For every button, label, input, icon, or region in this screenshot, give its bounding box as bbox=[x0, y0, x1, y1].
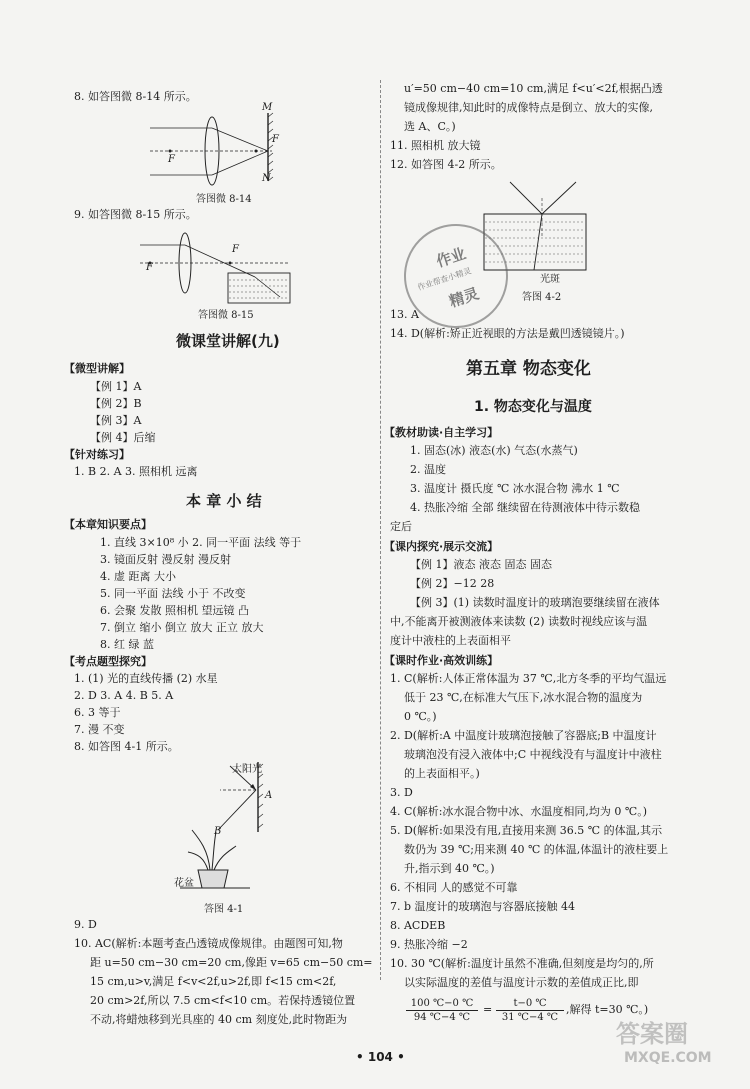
figure-caption-8-15: 答图微 8-15 bbox=[198, 310, 254, 321]
answer-8: 8. 如答图微 8-14 所示。 bbox=[74, 90, 197, 103]
question-5-line2: 数仍为 39 ℃;用来测 40 ℃ 的体温,体温计的液柱要上 bbox=[404, 843, 669, 856]
question-1-line3: 0 ℃。) bbox=[404, 710, 437, 723]
label-F-right: F bbox=[272, 134, 279, 145]
example-1: 【例 1】A bbox=[90, 380, 142, 393]
kenei-example-2: 【例 2】−12 28 bbox=[410, 577, 495, 590]
kenei-example-3-line2: 中,不能离开被测液体来读数 (2) 读数时视线应该与温 bbox=[390, 615, 648, 628]
jiaocai-4-line2: 定后 bbox=[390, 520, 412, 533]
jiaocai-1: 1. 固态(冰) 液态(水) 气态(水蒸气) bbox=[410, 444, 578, 457]
jiaocai-4-line1: 4. 热胀冷缩 全部 继续留在待测液体中待示数稳 bbox=[410, 501, 640, 514]
section-title-weiketang: 微课堂讲解(九) bbox=[176, 332, 280, 350]
problem-2-5: 2. D 3. A 4. B 5. A bbox=[74, 689, 174, 702]
answer-14: 14. D(解析:矫正近视眼的方法是戴凹透镜镜片。) bbox=[390, 327, 625, 340]
knowledge-8: 8. 红 绿 蓝 bbox=[100, 638, 154, 651]
knowledge-7: 7. 倒立 缩小 倒立 放大 正立 放大 bbox=[100, 621, 264, 634]
jiaocai-3: 3. 温度计 摄氏度 ℃ 冰水混合物 沸水 1 ℃ bbox=[410, 482, 620, 495]
cont-line1: u′=50 cm−40 cm=10 cm,满足 f<u′<2f,根据凸透 bbox=[404, 82, 663, 95]
label-B: B bbox=[214, 826, 222, 837]
question-7: 7. b 温度计的玻璃泡与容器底接触 44 bbox=[390, 900, 576, 913]
question-1-line1: 1. C(解析:人体正常体温为 37 ℃,北方冬季的平均气温远 bbox=[390, 672, 667, 685]
example-3: 【例 3】A bbox=[90, 414, 142, 427]
label-light-spot: 光斑 bbox=[540, 274, 560, 285]
fraction-1-denominator: 94 ℃−4 ℃ bbox=[413, 1012, 471, 1023]
zhendui-answers: 1. B 2. A 3. 照相机 远离 bbox=[74, 465, 198, 478]
question-2-line1: 2. D(解析:A 中温度计玻璃泡接触了容器底;B 中温度计 bbox=[390, 729, 657, 742]
label-sunlight: 太阳光 bbox=[232, 764, 262, 775]
kenei-example-1: 【例 1】液态 液态 固态 固态 bbox=[410, 558, 552, 571]
problem-10-line2: 距 u=50 cm−30 cm=20 cm,像距 v=65 cm−50 cm= bbox=[90, 956, 373, 969]
answer-9: 9. 如答图微 8-15 所示。 bbox=[74, 208, 197, 221]
watermark-url: MXQE.COM bbox=[624, 1050, 712, 1066]
answer-11: 11. 照相机 放大镜 bbox=[390, 139, 481, 152]
column-divider bbox=[380, 80, 381, 980]
heading-zhendui: 【针对练习】 bbox=[64, 448, 130, 461]
problem-1: 1. (1) 光的直线传播 (2) 水星 bbox=[74, 672, 218, 685]
question-5-line3: 升,指示到 40 ℃。) bbox=[404, 862, 495, 875]
label-N: N bbox=[262, 173, 271, 184]
stamp-text-2: 精灵 bbox=[447, 284, 482, 311]
label-F-left-2: F bbox=[146, 262, 153, 273]
fraction-2-numerator: t−0 ℃ bbox=[496, 997, 564, 1011]
question-2-line3: 的上表面相平。) bbox=[404, 767, 480, 780]
problem-10-line1: 10. AC(解析:本题考查凸透镜成像规律。由题图可知,物 bbox=[74, 937, 343, 950]
question-5-line1: 5. D(解析:如果没有甩,直接用来测 36.5 ℃ 的体温,其示 bbox=[390, 824, 663, 837]
section-title-1: 1. 物态变化与温度 bbox=[474, 399, 592, 415]
label-F-left: F bbox=[168, 154, 175, 165]
answer-12: 12. 如答图 4-2 所示。 bbox=[390, 158, 502, 171]
heading-jiaocai: 【教材助读·自主学习】 bbox=[384, 426, 499, 439]
knowledge-6: 6. 会聚 发散 照相机 望远镜 凸 bbox=[100, 604, 249, 617]
knowledge-3: 3. 镜面反射 漫反射 漫反射 bbox=[100, 553, 231, 566]
heading-kenei: 【课内探究·展示交流】 bbox=[384, 540, 499, 553]
example-4: 【例 4】后缩 bbox=[90, 431, 156, 444]
problem-10-line3: 15 cm,u>v,满足 f<v<2f,u>2f,即 f<15 cm<2f, bbox=[90, 975, 337, 988]
problem-6: 6. 3 等于 bbox=[74, 706, 121, 719]
figure-caption-4-1: 答图 4-1 bbox=[204, 904, 244, 915]
question-10-result: ,解得 t=30 ℃。) bbox=[566, 1003, 649, 1016]
equals-sign: = bbox=[483, 1003, 493, 1016]
figure-caption-4-2: 答图 4-2 bbox=[522, 292, 562, 303]
stamp-text-1: 作业 bbox=[434, 244, 469, 271]
question-1-line2: 低于 23 ℃,在标准大气压下,冰水混合物的温度为 bbox=[404, 691, 643, 704]
problem-7: 7. 漫 不变 bbox=[74, 723, 125, 736]
label-A: A bbox=[265, 790, 273, 801]
chapter-title: 第五章 物态变化 bbox=[466, 359, 591, 379]
heading-keshi: 【课时作业·高效训练】 bbox=[384, 654, 499, 667]
watermark-logo: 答案圈 bbox=[616, 1020, 688, 1048]
label-M: M bbox=[262, 102, 273, 113]
question-10-line1: 10. 30 ℃(解析:温度计虽然不准确,但刻度是均匀的,所 bbox=[390, 957, 654, 970]
label-F-right-2: F bbox=[232, 244, 239, 255]
answer-13: 13. A bbox=[390, 308, 419, 321]
problem-10-line4: 20 cm>2f,所以 7.5 cm<f<10 cm。若保持透镜位置 bbox=[90, 994, 356, 1007]
question-4: 4. C(解析:冰水混合物中冰、水温度相同,均为 0 ℃。) bbox=[390, 805, 647, 818]
kenei-example-3-line1: 【例 3】(1) 读数时温度计的玻璃泡要继续留在液体 bbox=[410, 596, 660, 609]
heading-kaodian: 【考点题型探究】 bbox=[64, 655, 152, 668]
fraction-1-numerator: 100 ℃−0 ℃ bbox=[406, 997, 478, 1011]
question-10-line2: 以实际温度的差值与温度计示数的差值成正比,即 bbox=[404, 976, 639, 989]
knowledge-4: 4. 虚 距离 大小 bbox=[100, 570, 176, 583]
problem-9: 9. D bbox=[74, 918, 97, 931]
page-number: • 104 • bbox=[356, 1050, 405, 1064]
cont-line2: 镜成像规律,知此时的成像特点是倒立、放大的实像, bbox=[404, 101, 653, 114]
question-8: 8. ACDEB bbox=[390, 919, 446, 932]
fraction-2 bbox=[496, 997, 564, 1024]
question-6: 6. 不相同 人的感觉不可靠 bbox=[390, 881, 518, 894]
question-3: 3. D bbox=[390, 786, 413, 799]
example-2: 【例 2】B bbox=[90, 397, 142, 410]
question-2-line2: 玻璃泡没有浸入液体中;C 中视线没有与温度计中液柱 bbox=[404, 748, 662, 761]
cont-line3: 选 A、C。) bbox=[404, 120, 456, 133]
fraction-2-denominator: 31 ℃−4 ℃ bbox=[501, 1012, 559, 1023]
kenei-example-3-line3: 度计中液柱的上表面相平 bbox=[390, 634, 511, 647]
heading-weixing: 【微型讲解】 bbox=[64, 362, 130, 375]
lens-diagram-8-15 bbox=[140, 225, 300, 310]
question-9: 9. 热胀冷缩 −2 bbox=[390, 938, 468, 951]
problem-8: 8. 如答图 4-1 所示。 bbox=[74, 740, 179, 753]
fraction-1 bbox=[406, 997, 478, 1024]
knowledge-5: 5. 同一平面 法线 小于 不改变 bbox=[100, 587, 246, 600]
section-title-chapter-summary: 本 章 小 结 bbox=[186, 492, 262, 510]
knowledge-1: 1. 直线 3×10⁸ 小 2. 同一平面 法线 等于 bbox=[100, 536, 302, 549]
label-flowerpot: 花盆 bbox=[174, 878, 194, 889]
figure-caption-8-14: 答图微 8-14 bbox=[196, 194, 252, 205]
heading-zhishi: 【本章知识要点】 bbox=[64, 518, 152, 531]
stamp-ring-text: 作业帮查小精灵 bbox=[416, 266, 473, 293]
jiaocai-2: 2. 温度 bbox=[410, 463, 446, 476]
problem-10-line5: 不动,将蜡烛移到光具座的 40 cm 刻度处,此时物距为 bbox=[90, 1013, 348, 1026]
